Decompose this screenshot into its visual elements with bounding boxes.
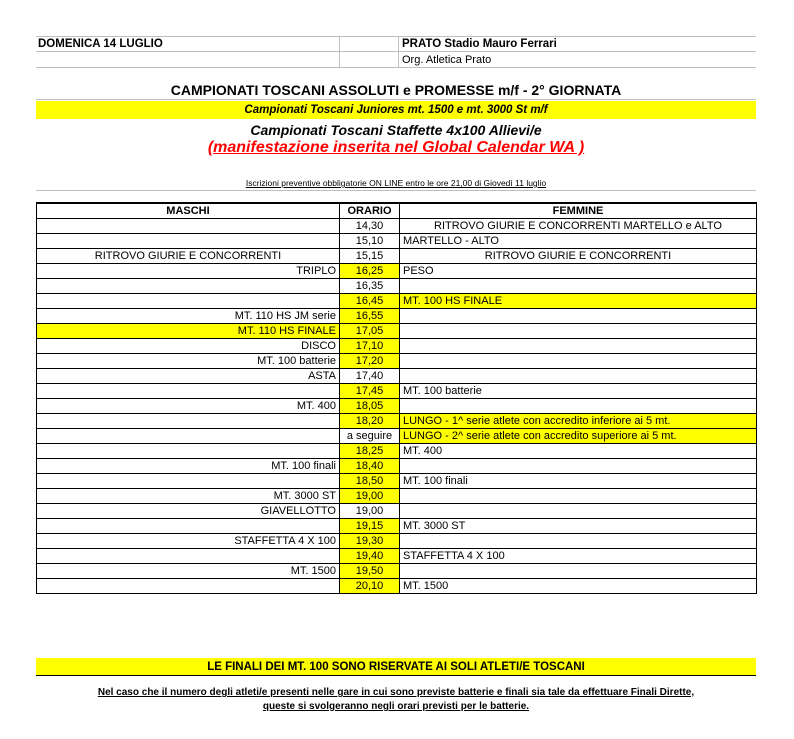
table-row [37, 503, 757, 518]
maschi-cell [37, 383, 340, 398]
orario-cell: 19,40 [340, 548, 400, 563]
femmine-cell [400, 368, 757, 383]
orario-cell: 19,00 [340, 488, 400, 503]
orario-cell: 16,45 [340, 293, 400, 308]
column-maschi: MASCHI [37, 203, 340, 218]
femmine-cell [400, 503, 757, 518]
table-row [37, 293, 757, 308]
table-row [37, 248, 757, 263]
maschi-cell: GIAVELLOTTO [37, 503, 340, 518]
femmine-cell [400, 458, 757, 473]
femmine-cell: MT. 3000 ST [400, 518, 757, 533]
table-row [37, 368, 757, 383]
orario-cell: 18,50 [340, 473, 400, 488]
orario-cell: 17,10 [340, 338, 400, 353]
maschi-cell [37, 218, 340, 233]
table-row [37, 323, 757, 338]
orario-cell: 16,55 [340, 308, 400, 323]
maschi-cell: MT. 100 batterie [37, 353, 340, 368]
maschi-cell [37, 518, 340, 533]
maschi-cell: MT. 110 HS FINALE [37, 323, 340, 338]
maschi-cell: MT. 110 HS JM serie [37, 308, 340, 323]
juniores-title [36, 101, 756, 119]
femmine-cell: MARTELLO - ALTO [400, 233, 757, 248]
orario-cell: 19,30 [340, 533, 400, 548]
femmine-cell: MT. 1500 [400, 578, 757, 593]
table-row [37, 443, 757, 458]
orario-cell: 17,40 [340, 368, 400, 383]
table-row [37, 563, 757, 578]
header-row-1 [36, 36, 756, 52]
staffette-title [36, 120, 756, 140]
femmine-cell: MT. 100 finali [400, 473, 757, 488]
finali-banner [36, 658, 756, 676]
iscrizioni-text: Iscrizioni preventive obbligatorie ON LINE entro le ore 21,00 di Giovedì 11 luglio [245, 178, 547, 188]
table-row [37, 473, 757, 488]
table-row [37, 398, 757, 413]
femmine-cell [400, 338, 757, 353]
footer-note [36, 686, 756, 714]
femmine-cell: PESO [400, 263, 757, 278]
orario-cell: 17,20 [340, 353, 400, 368]
table-row [37, 338, 757, 353]
table-row [37, 413, 757, 428]
femmine-cell [400, 353, 757, 368]
femmine-cell: RITROVO GIURIE E CONCORRENTI MARTELLO e ALTO [400, 218, 757, 233]
femmine-cell [400, 398, 757, 413]
table-row [37, 308, 757, 323]
maschi-cell: STAFFETTA 4 X 100 [37, 533, 340, 548]
table-row [37, 233, 757, 248]
maschi-cell: DISCO [37, 338, 340, 353]
global-calendar-note [36, 138, 756, 158]
table-row [37, 488, 757, 503]
orario-cell: 19,50 [340, 563, 400, 578]
table-row [37, 263, 757, 278]
femmine-cell: MT. 400 [400, 443, 757, 458]
table-row [37, 518, 757, 533]
orario-cell: 18,40 [340, 458, 400, 473]
table-row [37, 548, 757, 563]
orario-cell: 17,45 [340, 383, 400, 398]
maschi-cell: MT. 3000 ST [37, 488, 340, 503]
femmine-cell [400, 308, 757, 323]
femmine-cell [400, 323, 757, 338]
table-row [37, 533, 757, 548]
maschi-cell [37, 443, 340, 458]
juniores-title-text: Campionati Toscani Juniores mt. 1500 e mt. 3000 St m/f [244, 104, 548, 116]
maschi-cell: TRIPLO [37, 263, 340, 278]
maschi-cell [37, 428, 340, 443]
maschi-cell: MT. 1500 [37, 563, 340, 578]
table-row [37, 578, 757, 593]
table-header-row [37, 203, 757, 218]
table-row [37, 353, 757, 368]
orario-cell: 15,10 [340, 233, 400, 248]
orario-cell: 18,20 [340, 413, 400, 428]
femmine-cell [400, 278, 757, 293]
table-row [37, 428, 757, 443]
maschi-cell: MT. 400 [37, 398, 340, 413]
orario-cell: 16,35 [340, 278, 400, 293]
table-row [37, 458, 757, 473]
maschi-cell [37, 413, 340, 428]
maschi-cell [37, 578, 340, 593]
maschi-cell: RITROVO GIURIE E CONCORRENTI [37, 248, 340, 263]
global-calendar-text: (manifestazione inserita nel Global Calendar WA ) [207, 139, 585, 156]
maschi-cell [37, 278, 340, 293]
maschi-cell: MT. 100 finali [37, 458, 340, 473]
table-row [37, 278, 757, 293]
table-row [37, 218, 757, 233]
femmine-cell: MT. 100 HS FINALE [400, 293, 757, 308]
footer-note-line-1: Nel caso che il numero degli atleti/e presenti nelle gare in cui sono previste batterie e finali sia tale da effettuare Finali Dirette, [97, 687, 695, 698]
orario-cell: 19,15 [340, 518, 400, 533]
orario-cell: 17,05 [340, 323, 400, 338]
main-title [36, 80, 756, 100]
femmine-cell [400, 488, 757, 503]
column-femmine: FEMMINE [400, 203, 757, 218]
orario-cell: 16,25 [340, 263, 400, 278]
femmine-cell: LUNGO - 2^ serie atlete con accredito superiore ai 5 mt. [400, 428, 757, 443]
iscrizioni-note [36, 175, 756, 191]
header-divider [398, 52, 399, 68]
orario-cell: a seguire [340, 428, 400, 443]
maschi-cell [37, 473, 340, 488]
event-date: DOMENICA 14 LUGLIO [38, 38, 163, 50]
header-divider [398, 37, 399, 53]
femmine-cell: RITROVO GIURIE E CONCORRENTI [400, 248, 757, 263]
staffette-title-text: Campionati Toscani Staffette 4x100 Allievi/e [250, 122, 542, 138]
maschi-cell [37, 233, 340, 248]
orario-cell: 19,00 [340, 503, 400, 518]
finali-text: LE FINALI DEI MT. 100 SONO RISERVATE AI SOLI ATLETI/E TOSCANI [207, 661, 585, 673]
schedule-table [36, 202, 757, 594]
header-divider [339, 37, 340, 53]
table-row [37, 383, 757, 398]
header-row-2 [36, 52, 756, 68]
orario-cell: 20,10 [340, 578, 400, 593]
maschi-cell: ASTA [37, 368, 340, 383]
orario-cell: 14,30 [340, 218, 400, 233]
femmine-cell [400, 563, 757, 578]
footer-note-line-2: queste si svolgeranno negli orari previsti per le batterie. [262, 701, 530, 712]
maschi-cell [37, 548, 340, 563]
orario-cell: 18,05 [340, 398, 400, 413]
header-divider [339, 52, 340, 68]
main-title-text: CAMPIONATI TOSCANI ASSOLUTI e PROMESSE m/f - 2° GIORNATA [170, 82, 622, 98]
femmine-cell: STAFFETTA 4 X 100 [400, 548, 757, 563]
maschi-cell [37, 293, 340, 308]
femmine-cell: LUNGO - 1^ serie atlete con accredito inferiore ai 5 mt. [400, 413, 757, 428]
orario-cell: 15,15 [340, 248, 400, 263]
column-orario: ORARIO [340, 203, 400, 218]
event-venue: PRATO Stadio Mauro Ferrari [402, 38, 557, 50]
event-organizer: Org. Atletica Prato [402, 54, 492, 66]
femmine-cell [400, 533, 757, 548]
femmine-cell: MT. 100 batterie [400, 383, 757, 398]
orario-cell: 18,25 [340, 443, 400, 458]
